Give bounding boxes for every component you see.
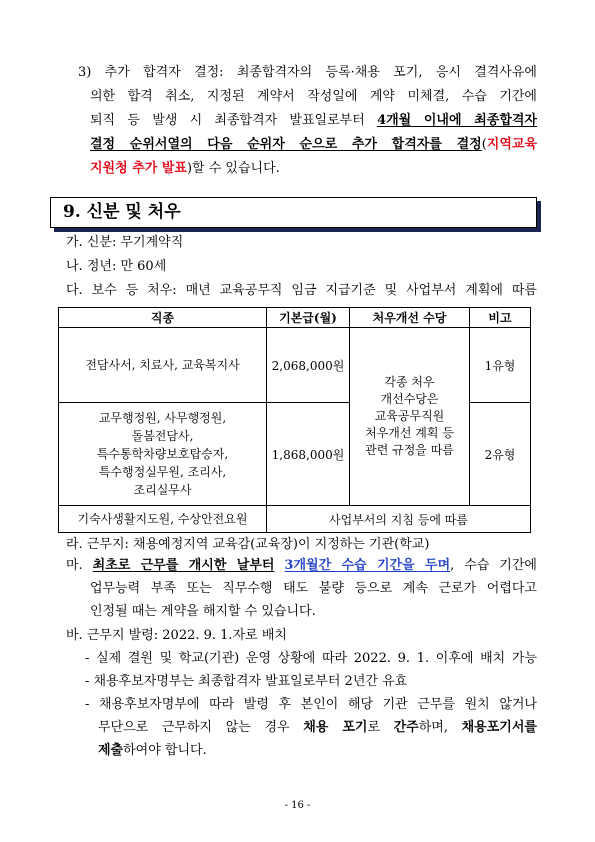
- item-ba-appointment: [66, 624, 537, 762]
- table-row: [59, 328, 531, 403]
- header-remarks: 비고: [470, 308, 531, 328]
- list-item: [85, 693, 537, 716]
- cell-remarks: 1유형: [470, 328, 531, 403]
- item-da-marker: 다.: [66, 283, 83, 298]
- item-ra-marker: 라.: [66, 537, 83, 552]
- item-ba-text: 근무지 발령: 2022. 9. 1.자로 배치: [86, 628, 287, 643]
- bullet-text: 하며,: [418, 720, 448, 735]
- item-3-line-1-text: 추가 합격자 결정: 최종합격자의 등록·채용 포기, 응시 결격사유에: [104, 65, 537, 80]
- item-3-line-5-text: )할 수 있습니다.: [186, 161, 280, 176]
- item-3-line-3-text: 퇴직 등 발생 시 최종합격자 발표일로부터: [90, 113, 365, 128]
- cell-job-type: [59, 403, 267, 506]
- item-3-line-1: [78, 61, 537, 85]
- cell-merged-note: 사업부서의 지침 등에 따름: [267, 506, 531, 533]
- page-number: - 16 -: [284, 800, 311, 811]
- pay-table-header-row: [59, 308, 531, 328]
- section-heading-box: [50, 197, 537, 228]
- section-9-items-ga-na-da: [66, 231, 537, 303]
- allowance-note-line: 개선수당은: [380, 392, 439, 406]
- item-ma-line-2: [90, 577, 537, 600]
- cell-job-type: [59, 506, 267, 533]
- item-3-line-2: [90, 85, 537, 109]
- pay-table-head: [59, 308, 531, 328]
- header-base-pay: 기본급(월): [267, 308, 350, 328]
- item-3-red-highlight-start: 지역교육: [486, 137, 537, 152]
- cell-job-type: [59, 328, 267, 403]
- item-3-additional-pass: [78, 61, 537, 181]
- item-3-red-highlight-end: 지원청 추가 발표: [90, 161, 187, 176]
- cell-remarks: 2유형: [470, 403, 531, 506]
- allowance-note-line: 각종 처우: [384, 375, 435, 389]
- item-ba-marker: 바.: [66, 628, 83, 643]
- job-type-line: 교무행정원, 사무행정원,: [98, 411, 227, 425]
- bullet-emphasis: 제출: [98, 743, 124, 758]
- item-ba-line: [66, 624, 537, 647]
- bullet-text: 채용후보자명부에 따라 발령 후 본인이 해당 기관 근무를 원치 않거나: [99, 697, 537, 712]
- item-3-line-2-text: 의한 합격 취소, 지정된 계약서 작성일에 계약 미체결, 수습 기간에: [90, 89, 537, 104]
- item-ma-line-1: [66, 554, 537, 577]
- item-ra: [66, 533, 537, 556]
- cell-base-pay: 2,068,000원: [267, 328, 350, 403]
- item-na-text: 정년: 만 60세: [86, 259, 167, 274]
- item-3-line-5: [90, 157, 537, 181]
- header-job-type: 직종: [59, 308, 267, 328]
- bullet-text: 채용후보자명부는 최종합격자 발표일로부터 2년간 유효: [93, 674, 408, 689]
- item-da: [66, 279, 537, 303]
- item-3-marker: 3): [78, 65, 92, 80]
- bullet-emphasis: 채용포기서를: [461, 720, 537, 735]
- item-3-line-4: [90, 133, 537, 157]
- bullet-marker: -: [85, 651, 90, 666]
- bullet-text: 하여야 합니다.: [123, 743, 207, 758]
- bullet-emphasis: 채용 포기: [303, 720, 368, 735]
- bullet-marker: -: [85, 697, 90, 712]
- bullet-emphasis: 간주: [393, 720, 419, 735]
- allowance-note-line: 관련 규정을 따름: [365, 443, 454, 457]
- item-na-marker: 나.: [66, 259, 83, 274]
- item-da-text: 보수 등 처우: 매년 교육공무직 임금 지급기준 및 사업부서 계획에 따름: [91, 283, 537, 298]
- item-ra-line: [66, 533, 537, 556]
- pay-table-body: [59, 328, 531, 533]
- list-item: [85, 670, 537, 693]
- item-3-line-3: [90, 109, 537, 133]
- bullet-text: 로: [367, 720, 380, 735]
- list-item-continuation: [98, 716, 537, 739]
- bullet-text: 실제 결원 및 학교(기관) 운영 상황에 따라 2022. 9. 1. 이후에 배치 가능: [96, 651, 537, 666]
- allowance-note-line: 처우개선 계획 등: [365, 426, 454, 440]
- header-allowance: 처우개선 수당: [350, 308, 470, 328]
- item-ma-line-3: [90, 600, 537, 623]
- cell-allowance-note: [350, 328, 470, 506]
- item-ma-emphasis-probation: 3개월간 수습 기간을 두며: [284, 558, 451, 573]
- job-type-line: 조리실무사: [133, 483, 192, 497]
- section-title: 9. 신분 및 처우: [63, 202, 181, 222]
- item-ma-emphasis-start: 최초로 근무를 개시한 날부터: [92, 558, 275, 573]
- bullet-text: 무단으로 근무하지 않는 경우: [98, 720, 290, 735]
- item-ga: [66, 231, 537, 255]
- cell-base-pay: 1,868,000원: [267, 403, 350, 506]
- item-ma-line-2-text: 업무능력 부족 또는 직무수행 태도 불량 등으로 계속 근로가 어렵다고: [90, 581, 537, 596]
- item-ma-marker: 마.: [66, 558, 83, 573]
- job-type-line: 전담사서, 치료사, 교육복지사: [85, 358, 240, 372]
- item-3-emphasis-ranking: 결정 순위서열의 다음 순위자 순으로 추가 합격자를 결정: [90, 137, 482, 152]
- item-na: [66, 255, 537, 279]
- allowance-note-line: 교육공무직원: [374, 409, 445, 423]
- pay-table: [58, 307, 531, 533]
- item-ma-line-3-text: 인정될 때는 계약을 해지할 수 있습니다.: [90, 604, 316, 619]
- job-type-line: 특수통학차량보호탑승자,: [96, 447, 229, 461]
- list-item: [85, 647, 537, 670]
- item-ra-text: 근무지: 채용예정지역 교육감(교육장)이 지정하는 기관(학교): [86, 537, 430, 552]
- item-ga-marker: 가.: [66, 235, 83, 250]
- job-type-line: 기숙사생활지도원, 수상안전요원: [77, 512, 248, 526]
- list-item-continuation: [98, 739, 537, 762]
- item-ga-text: 신분: 무기계약직: [86, 235, 184, 250]
- item-3-paren-open: (: [481, 137, 487, 152]
- job-type-line: 돌봄전담사,: [131, 429, 194, 443]
- item-ma-line-1-text: , 수습 기간에: [450, 558, 537, 573]
- item-ma-probation: [66, 554, 537, 623]
- bullet-marker: -: [85, 674, 90, 689]
- item-3-emphasis-4-months: 4개월 이내에 최종합격자: [377, 113, 537, 128]
- job-type-line: 특수행정실무원, 조리사,: [98, 465, 227, 479]
- table-row: [59, 506, 531, 533]
